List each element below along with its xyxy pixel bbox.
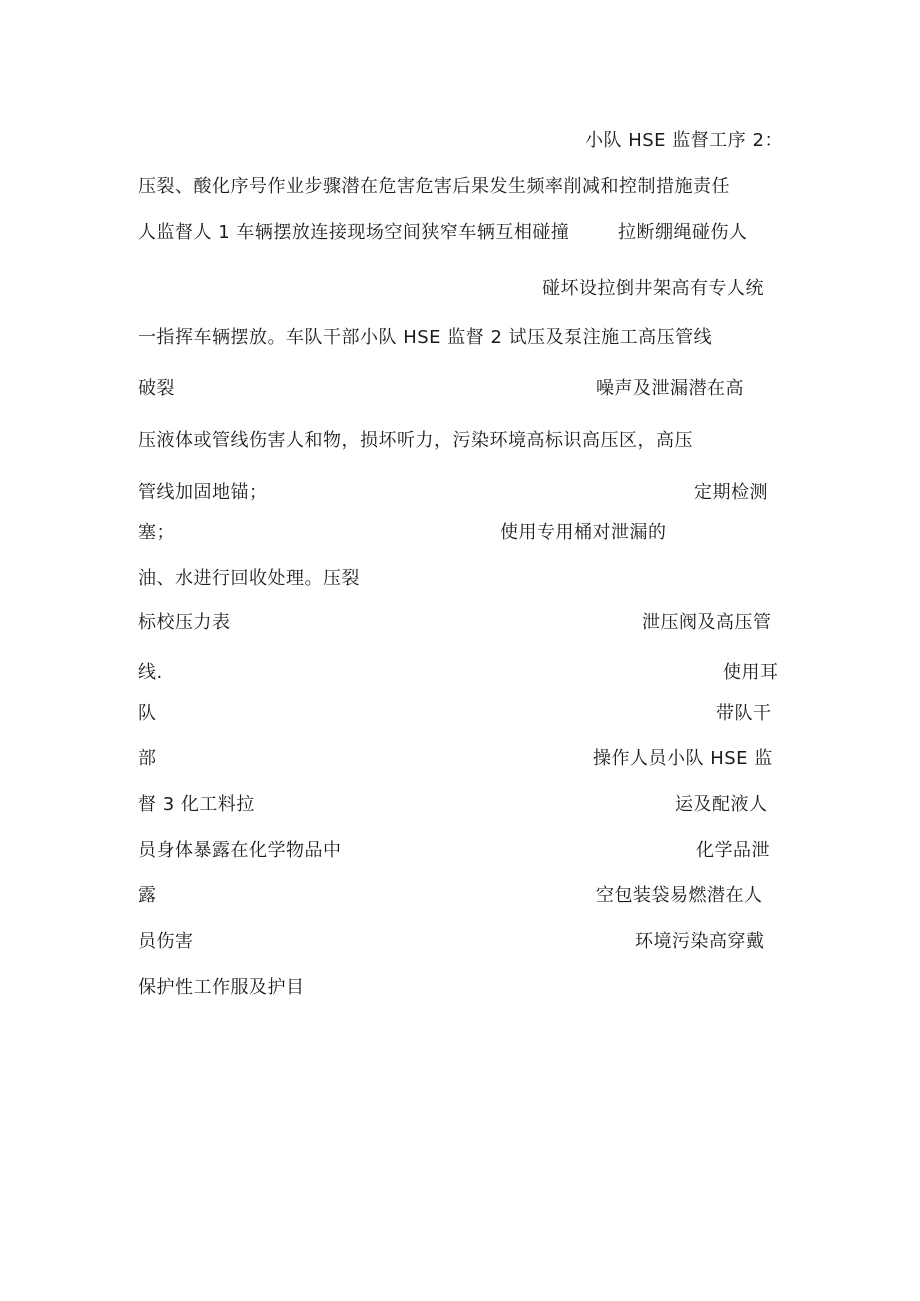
text-line: 使用耳 bbox=[723, 662, 779, 683]
text-line: 碰坏设拉倒井架高有专人统 bbox=[542, 278, 764, 299]
text-line: 管线加固地锚； bbox=[138, 482, 268, 503]
text-line: 督 3 化工料拉 bbox=[138, 794, 255, 815]
text-line: 拉断绷绳碰伤人 bbox=[618, 222, 748, 243]
text-line: 操作人员小队 HSE 监 bbox=[593, 748, 773, 769]
text-line: 破裂 bbox=[138, 378, 175, 399]
text-line: 塞； bbox=[138, 522, 175, 543]
text-line: 油、水进行回收处理。压裂 bbox=[138, 568, 360, 589]
text-line: 队 bbox=[138, 703, 157, 724]
text-line: 线. bbox=[138, 662, 163, 683]
text-line: 化学品泄 bbox=[696, 840, 770, 861]
text-line: 保护性工作服及护目 bbox=[138, 977, 305, 998]
text-line: 泄压阀及高压管 bbox=[642, 612, 772, 633]
text-line: 人监督人 1 车辆摆放连接现场空间狭窄车辆互相碰撞 bbox=[138, 222, 570, 243]
text-line: 带队干 bbox=[716, 703, 772, 724]
text-line: 标校压力表 bbox=[138, 612, 231, 633]
text-line: 一指挥车辆摆放。车队干部小队 HSE 监督 2 试压及泵注施工高压管线 bbox=[138, 327, 713, 348]
text-line: 空包装袋易燃潜在人 bbox=[596, 885, 763, 906]
text-line: 露 bbox=[138, 885, 157, 906]
text-line: 员身体暴露在化学物品中 bbox=[138, 840, 342, 861]
text-line: 员伤害 bbox=[138, 931, 194, 952]
text-line: 定期检测 bbox=[694, 482, 768, 503]
text-line: 运及配液人 bbox=[675, 794, 768, 815]
text-line: 压液体或管线伤害人和物，损坏听力，污染环境高标识高压区，高压 bbox=[138, 430, 693, 451]
text-line: 噪声及泄漏潜在高 bbox=[596, 378, 744, 399]
text-line: 使用专用桶对泄漏的 bbox=[500, 522, 667, 543]
title-line: 小队 HSE 监督工序 2： bbox=[585, 130, 783, 151]
text-line: 部 bbox=[138, 748, 157, 769]
text-line: 环境污染高穿戴 bbox=[635, 931, 765, 952]
text-line: 压裂、酸化序号作业步骤潜在危害危害后果发生频率削减和控制措施责任 bbox=[138, 176, 730, 197]
